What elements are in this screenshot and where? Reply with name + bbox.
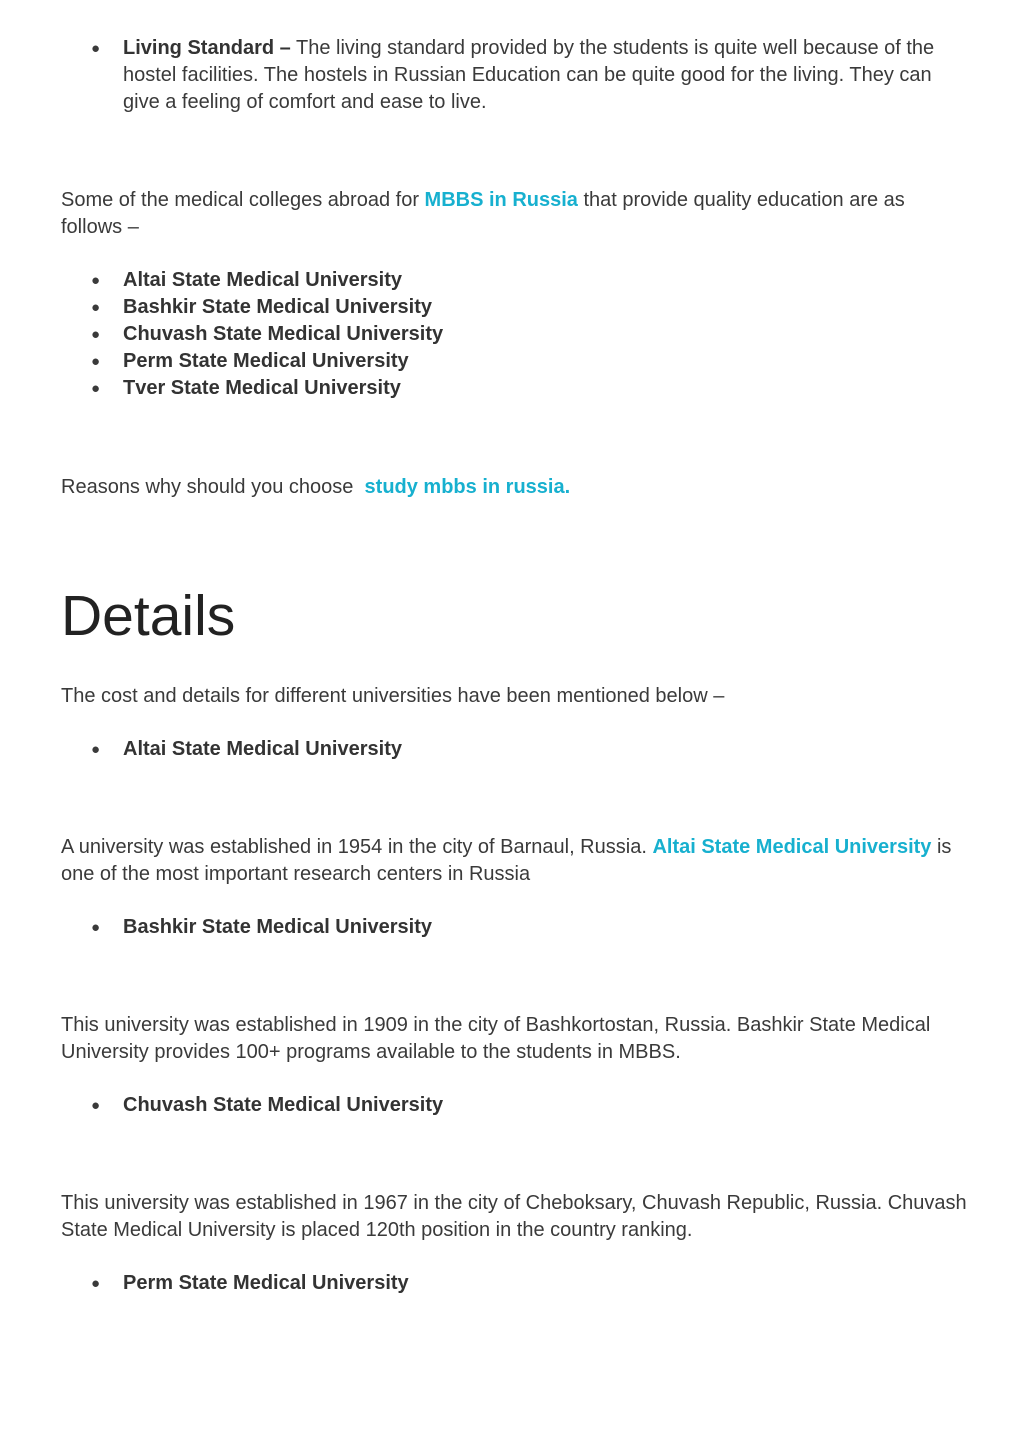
bashkir-paragraph: This university was established in 1909 in the city of Bashkortostan, Russia. Bashkir State Medical University provides 100+ programs available to the students in MBBS.	[61, 1014, 931, 1063]
reasons-paragraph	[61, 474, 971, 501]
list-item: ● Chuvash State Medical University	[61, 321, 971, 348]
study-mbbs-in-russia-link[interactable]: study mbbs in russia.	[364, 476, 571, 498]
altai-description	[61, 834, 971, 888]
list-item: ● Perm State Medical University	[61, 1270, 971, 1297]
altai-after: is one of the most important research centers in Russia	[61, 836, 952, 885]
list-item: ● Perm State Medical University	[61, 348, 971, 375]
list-item: ● Chuvash State Medical University	[61, 1092, 971, 1119]
details-heading: Details	[61, 584, 236, 648]
list-item: ● Tver State Medical University	[61, 375, 971, 402]
colleges-list-section	[61, 267, 971, 402]
list-item: ● Bashkir State Medical University	[61, 294, 971, 321]
colleges-intro-before: Some of the medical colleges abroad for	[61, 189, 419, 211]
colleges-intro-paragraph	[61, 187, 971, 241]
list-item	[61, 35, 971, 116]
perm-bullet-list	[61, 1270, 971, 1297]
altai-university-link[interactable]: Altai State Medical University	[652, 836, 932, 858]
living-standard-list	[61, 35, 971, 116]
altai-bullet-list	[61, 736, 971, 763]
altai-before: A university was established in 1954 in the city of Barnaul, Russia.	[61, 836, 647, 858]
chuvash-paragraph: This university was established in 1967 in the city of Cheboksary, Chuvash Republic, Russia. Chuvash State Medical University is placed 120th position in the country ranking.	[61, 1192, 967, 1241]
reasons-text: Reasons why should you choose	[61, 476, 354, 498]
list-item: ● Altai State Medical University	[61, 267, 971, 294]
living-standard-label: Living Standard –	[123, 37, 291, 59]
altai-bullet-section	[61, 736, 971, 763]
chuvash-bullet-list	[61, 1092, 971, 1119]
bashkir-bullet-section	[61, 914, 971, 941]
details-intro	[61, 683, 971, 710]
list-item: ● Bashkir State Medical University	[61, 914, 971, 941]
details-heading-section	[61, 583, 971, 649]
colleges-list	[61, 267, 971, 402]
colleges-intro	[61, 187, 971, 241]
bashkir-description	[61, 1012, 971, 1066]
living-standard-section	[61, 35, 971, 116]
bashkir-bullet-list	[61, 914, 971, 941]
perm-bullet-section	[61, 1270, 971, 1297]
list-item: ● Altai State Medical University	[61, 736, 971, 763]
chuvash-description	[61, 1190, 971, 1244]
altai-paragraph	[61, 834, 971, 888]
reasons-section	[61, 474, 971, 501]
colleges-intro-after: that provide quality education are as follows –	[61, 189, 905, 238]
living-standard-text: The living standard provided by the students is quite well because of the hostel facilities. The hostels in Russian Education can be quite good for the living. They can give a feeling of comfort and ease to live.	[123, 37, 935, 113]
mbbs-in-russia-link[interactable]: MBBS in Russia	[424, 189, 578, 211]
details-intro-paragraph: The cost and details for different universities have been mentioned below –	[61, 685, 725, 707]
chuvash-bullet-section	[61, 1092, 971, 1119]
